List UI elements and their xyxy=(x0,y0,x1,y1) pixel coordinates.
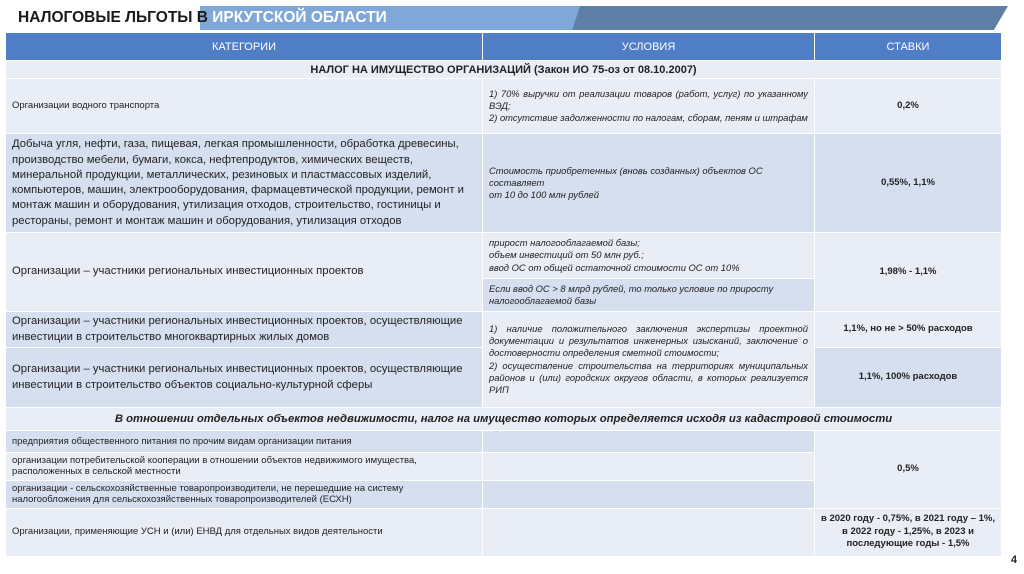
table-row xyxy=(6,79,1002,134)
rate-cell: 1,1%, 100% расходов xyxy=(815,348,1002,408)
section-row xyxy=(6,408,1002,431)
category-cell: Организации – участники региональных инвестиционных проектов, осуществляющие инвестиции в строительство объектов социально-культурной сферы xyxy=(6,348,483,408)
section-property-tax: НАЛОГ НА ИМУЩЕСТВО ОРГАНИЗАЦИЙ (Закон ИО 75-оз от 08.10.2007) xyxy=(6,61,1002,79)
condition-cell: Если ввод ОС > 8 млрд рублей, то только условие по приросту налогооблагаемой базы xyxy=(483,279,815,312)
category-cell: предприятия общественного питания по прочим видам организации питания xyxy=(6,431,483,453)
condition-cell xyxy=(483,312,815,408)
condition-line: ввод ОС от общей остаточной стоимости ОС от 10% xyxy=(489,261,740,273)
table-header-row xyxy=(6,33,1002,61)
rate-cell: 1,1%, но не > 50% расходов xyxy=(815,312,1002,348)
page-number: 4 xyxy=(1010,554,1017,566)
category-cell: Организации водного транспорта xyxy=(6,79,483,134)
condition-cell xyxy=(483,79,815,134)
rate-cell: 0,2% xyxy=(815,79,1002,134)
condition-line: прирост налогооблагаемой базы; xyxy=(489,237,640,249)
header-categories: КАТЕГОРИИ xyxy=(6,33,483,61)
condition-cell xyxy=(483,508,815,556)
table-row xyxy=(6,134,1002,233)
title-bar xyxy=(0,0,1024,32)
table-row xyxy=(6,508,1002,556)
condition-line: от 10 до 100 млн рублей xyxy=(489,189,599,201)
condition-line: 2) осуществление строительства на территориях муниципальных районов и (или) городских округов области, в которых реализуется РИП xyxy=(489,359,808,395)
page-title xyxy=(18,7,387,29)
condition-cell xyxy=(483,233,815,279)
category-cell: Организации – участники региональных инвестиционных проектов xyxy=(6,233,483,312)
tax-benefits-table xyxy=(5,32,1002,557)
condition-cell xyxy=(483,480,815,508)
category-cell: Добыча угля, нефти, газа, пищевая, легкая промышленности, обработка древесины, производство мебели, бумаги, кокса, нефтепродуктов, химических веществ, минеральной продукции, металлических, резиновых и пластмассовых изделий, компьютеров, машин, электрооборудования, фармацевтической продукции, ремонт и монтаж машин и оборудования, утилизация отходов, строительство, гостиницы и рестораны, ремонт и монтаж машин и оборудования, утилизация отходов xyxy=(6,134,483,233)
condition-line: 2) отсутствие задолженности по налогам, сборам, пеням и штрафам xyxy=(489,112,808,124)
condition-line: 1) наличие положительного заключения экспертизы проектной документации и результатов инженерных изысканий, заключение о достоверности определения сметной стоимости; xyxy=(489,322,808,359)
header-rates: СТАВКИ xyxy=(815,33,1002,61)
condition-line: объем инвестиций от 50 млн руб.; xyxy=(489,249,644,261)
page-title-highlight: ИРКУТСКОЙ ОБЛАСТИ xyxy=(212,9,387,26)
page-title-dark: НАЛОГОВЫЕ ЛЬГОТЫ В xyxy=(18,9,208,26)
condition-line: Стоимость приобретенных (вновь созданных) объектов ОС составляет xyxy=(489,164,763,188)
section-cadastral: В отношении отдельных объектов недвижимости, налог на имущество которых определяется исходя из кадастровой стоимости xyxy=(6,408,1002,431)
table-row xyxy=(6,233,1002,279)
category-cell: организации потребительской кооперации в отношении объектов недвижимого имущества, расположенных в сельской местности xyxy=(6,453,483,481)
condition-line: 1) 70% выручки от реализации товаров (работ, услуг) по указанному ВЭД; xyxy=(489,87,808,111)
rate-cell: 0,5% xyxy=(815,431,1002,509)
category-cell: Организации – участники региональных инвестиционных проектов, осуществляющие инвестиции в строительство многоквартирных жилых домов xyxy=(6,312,483,348)
condition-cell xyxy=(483,134,815,233)
header-conditions: УСЛОВИЯ xyxy=(483,33,815,61)
condition-cell xyxy=(483,431,815,453)
rate-cell: 1,98% - 1,1% xyxy=(815,233,1002,312)
category-cell: организации - сельскохозяйственные товаропроизводители, не перешедшие на систему налогообложения для сельскохозяйственных товаропроизводителей (ЕСХН) xyxy=(6,480,483,508)
section-row xyxy=(6,61,1002,79)
rate-cell: в 2020 году - 0,75%, в 2021 году – 1%, в 2022 году - 1,25%, в 2023 и последующие годы - 1,5% xyxy=(815,508,1002,556)
condition-cell xyxy=(483,453,815,481)
table-row xyxy=(6,312,1002,348)
table-row xyxy=(6,431,1002,453)
category-cell: Организации, применяющие УСН и (или) ЕНВД для отдельных видов деятельности xyxy=(6,508,483,556)
rate-cell: 0,55%, 1,1% xyxy=(815,134,1002,233)
